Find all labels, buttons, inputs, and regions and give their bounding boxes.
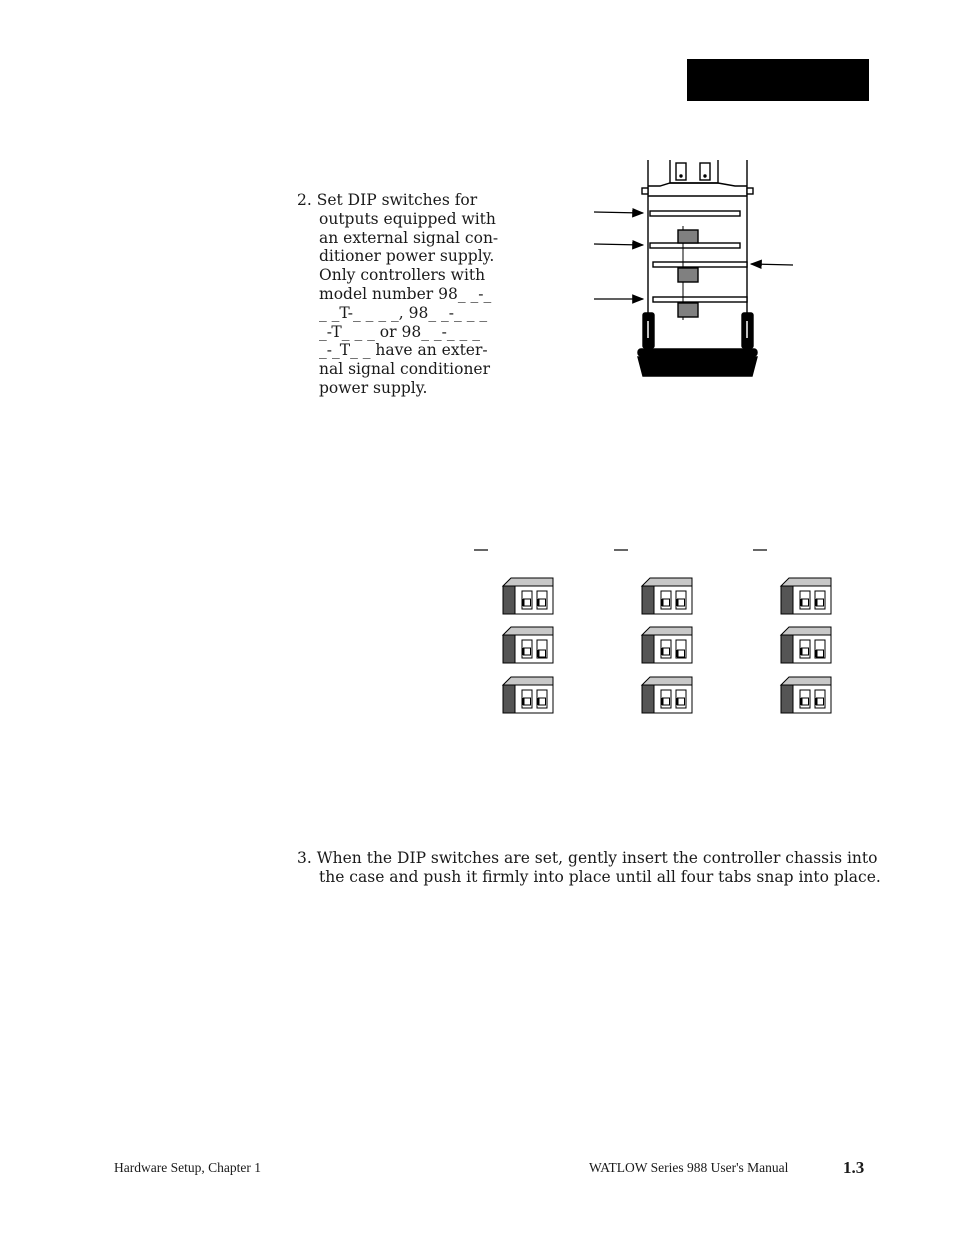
- step-line: _-T_ _ _ or 98_ _-_ _ _: [319, 322, 480, 341]
- dip-switch-block: [781, 578, 831, 614]
- dip-switch-toggle: [678, 650, 685, 657]
- callout-arrow: [594, 244, 643, 245]
- dip-switch-toggle: [802, 698, 809, 705]
- dip-switch-grid: [503, 578, 831, 713]
- dip-switch-block: [642, 578, 692, 614]
- step-line: 2. Set DIP switches for: [297, 191, 478, 209]
- dip-switch-toggle: [678, 599, 685, 606]
- circuit-board-4: [653, 297, 747, 302]
- step-line: ditioner power supply.: [319, 247, 495, 266]
- step-line: nal signal conditioner: [319, 360, 491, 379]
- step-line: outputs equipped with: [319, 209, 496, 228]
- step-line: 3. When the DIP switches are set, gently insert the controller chassis into: [297, 849, 878, 867]
- dip-switch-block: [781, 677, 831, 713]
- step-line: Only controllers with: [319, 266, 486, 285]
- dip-switch-toggle: [539, 698, 546, 705]
- dip-switch-block: [781, 627, 831, 663]
- dip-switch-toggle: [678, 698, 685, 705]
- signal-conditioner-3: [678, 303, 698, 317]
- dip-switch-block: [642, 627, 692, 663]
- dip-switch-toggle: [802, 599, 809, 606]
- signal-conditioner-1: [678, 230, 698, 243]
- dip-switch-toggle: [539, 650, 546, 657]
- step-line: _-_T_ _ have an exter-: [319, 341, 488, 360]
- signal-conditioner-2: [678, 268, 698, 282]
- dip-switch-toggle: [663, 599, 670, 606]
- callout-arrows: [594, 212, 793, 299]
- controller-chassis-diagram: [638, 160, 757, 376]
- step-line: the case and push it firmly into place until all four tabs snap into place.: [319, 867, 881, 886]
- footer-chapter: Hardware Setup, Chapter 1: [114, 1160, 261, 1175]
- footer-manual-title: WATLOW Series 988 User's Manual: [589, 1160, 789, 1175]
- dip-switch-toggle: [663, 698, 670, 705]
- dip-switch-toggle: [663, 648, 670, 655]
- circuit-board-3: [653, 262, 747, 267]
- callout-arrow: [751, 264, 793, 265]
- page-number: 1.3: [843, 1158, 865, 1177]
- dip-switch-toggle: [817, 698, 824, 705]
- dip-switch-block: [642, 677, 692, 713]
- dip-switch-toggle: [524, 599, 531, 606]
- dip-switch-toggle: [539, 599, 546, 606]
- step-line: model number 98_ _-_: [319, 284, 492, 303]
- circuit-board-1: [650, 211, 740, 216]
- step-3-instructions: [297, 849, 881, 887]
- step-line: power supply.: [319, 378, 428, 397]
- dip-switch-block: [503, 627, 553, 663]
- dip-switch-toggle: [817, 599, 824, 606]
- circuit-board-2: [650, 243, 740, 248]
- callout-arrow: [594, 212, 643, 213]
- dip-switch-toggle: [802, 648, 809, 655]
- dip-switch-block: [503, 677, 553, 713]
- dip-switch-toggle: [524, 698, 531, 705]
- step-line: an external signal con-: [319, 228, 499, 247]
- dip-switch-toggle: [817, 650, 824, 657]
- dip-switch-toggle: [524, 648, 531, 655]
- step-line: _ _T-_ _ _ _, 98_ _-_ _ _: [319, 303, 488, 322]
- dip-switch-block: [503, 578, 553, 614]
